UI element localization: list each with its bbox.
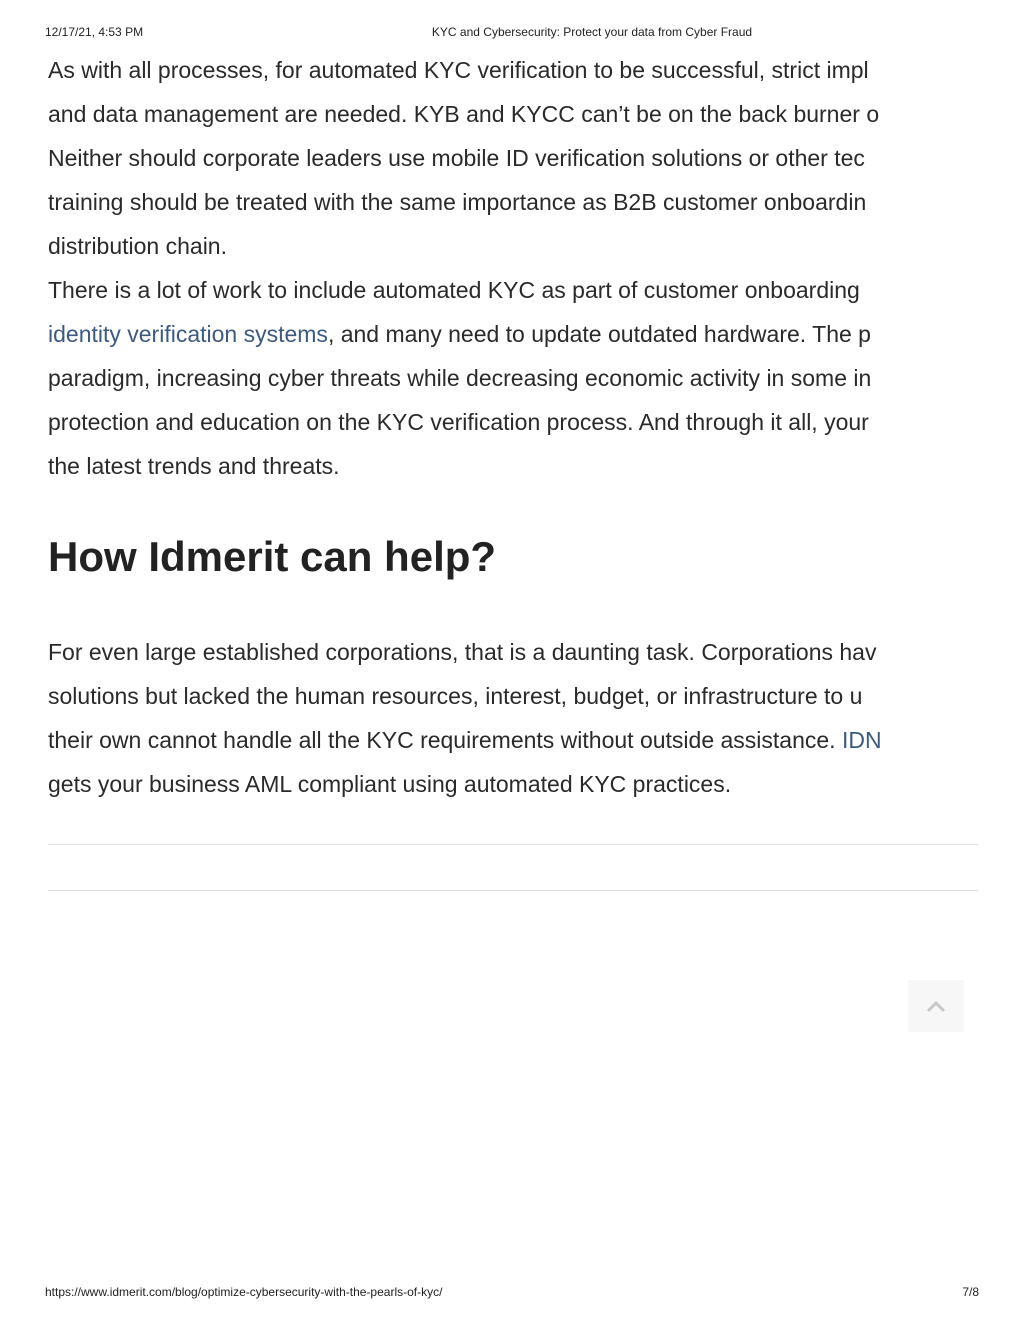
print-page-title: KYC and Cybersecurity: Protect your data from Cyber Fraud (431, 25, 753, 39)
print-header (0, 25, 1024, 41)
text-line: distribution chain. (48, 233, 227, 259)
text-line: solutions but lacked the human resources, interest, budget, or infrastructure to u (48, 683, 863, 709)
text-line: the latest trends and threats. (48, 453, 340, 479)
divider (48, 890, 978, 891)
text-line: and data management are needed. KYB and KYCC can’t be on the back burner o (48, 101, 880, 127)
text-line: Neither should corporate leaders use mobile ID verification solutions or other tec (48, 145, 865, 171)
article-content (48, 48, 978, 898)
text-line: paradigm, increasing cyber threats while decreasing economic activity in some in (48, 365, 872, 391)
identity-verification-link[interactable]: identity verification systems (48, 321, 328, 347)
text-fragment: their own cannot handle all the KYC requirements without outside assistance. (48, 727, 842, 753)
paragraph-automated-kyc (48, 268, 871, 488)
text-line: For even large established corporations, that is a daunting task. Corporations hav (48, 639, 877, 665)
idmerit-link[interactable]: IDN (841, 727, 882, 753)
print-page-number: 7/8 (962, 1285, 979, 1299)
text-fragment: , and many need to update outdated hardware. The p (327, 321, 871, 347)
divider (48, 844, 978, 845)
text-line: training should be treated with the same importance as B2B customer onboardin (48, 189, 867, 215)
scroll-to-top-button[interactable] (908, 980, 964, 1032)
text-line: gets your business AML compliant using automated KYC practices. (48, 771, 732, 797)
paragraph-kyc-verification (48, 48, 879, 268)
text-line (48, 312, 871, 356)
section-heading: How Idmerit can help? (48, 533, 497, 580)
print-url: https://www.idmerit.com/blog/optimize-cybersecurity-with-the-pearls-of-kyc/ (45, 1285, 443, 1299)
chevron-up-icon (927, 1000, 945, 1012)
text-line (48, 718, 882, 762)
paragraph-idmerit-help (48, 630, 882, 806)
text-line: There is a lot of work to include automated KYC as part of customer onboarding (48, 277, 860, 303)
text-line: As with all processes, for automated KYC verification to be successful, strict impl (48, 57, 869, 83)
text-line: protection and education on the KYC verification process. And through it all, your (48, 409, 869, 435)
print-datetime: 12/17/21, 4:53 PM (45, 25, 144, 39)
